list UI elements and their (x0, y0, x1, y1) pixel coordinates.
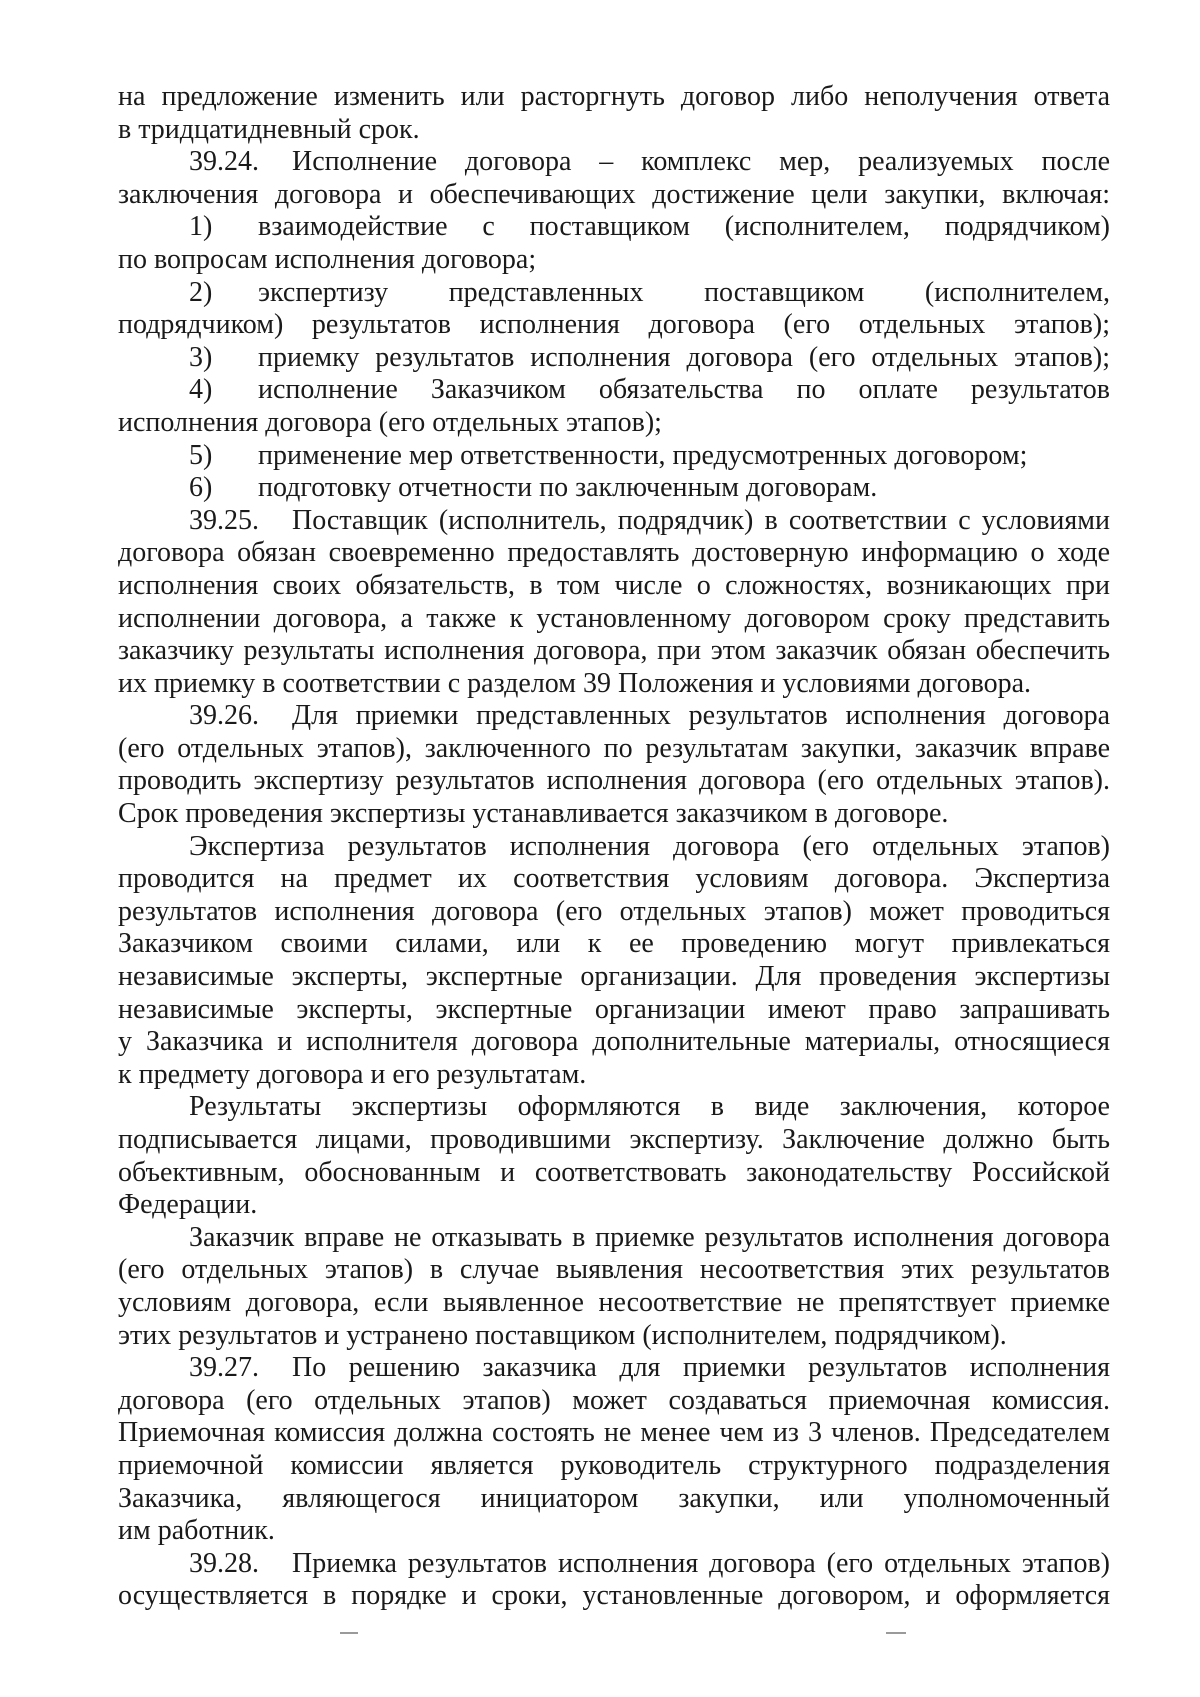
text-line: Срок проведения экспертизы устанавливается заказчиком в договоре. (118, 798, 949, 830)
item-number: 3) (189, 341, 213, 373)
item-text: исполнение Заказчиком обязательства по оплате результатов (258, 374, 1110, 406)
text-line: условиям договора, если выявленное несоответствие не препятствует приемке (118, 1286, 1110, 1318)
item-number: 1) (189, 211, 213, 243)
section-text: Поставщик (исполнитель, подрядчик) в соответствии с условиями (292, 504, 1110, 536)
text-line: заключения договора и обеспечивающих достижение цели закупки, включая: (118, 178, 1110, 210)
item-text: приемку результатов исполнения договора (его отдельных этапов); (258, 341, 1110, 373)
item-number: 5) (189, 439, 213, 471)
section-text: Исполнение договора – комплекс мер, реализуемых после (292, 146, 1110, 178)
text-line: независимые эксперты, экспертные организации имеют право запрашивать (118, 993, 1110, 1025)
list-item (118, 440, 1110, 473)
text-line: в тридцатидневный срок. (118, 113, 420, 145)
section-39-26 (118, 700, 1110, 733)
item-number: 2) (189, 276, 213, 308)
item-text: применение мер ответственности, предусмотренных договором; (258, 439, 1028, 471)
text-line: подрядчиком) результатов исполнения договора (его отдельных этапов); (118, 309, 1110, 341)
item-number: 6) (189, 472, 213, 504)
text-line: на предложение изменить или расторгнуть договор либо неполучения ответа (118, 81, 1110, 112)
text-line: Федерации. (118, 1189, 258, 1221)
item-text: взаимодействие с поставщиком (исполнителем, подрядчиком) (258, 211, 1110, 243)
list-item (118, 374, 1110, 407)
text-line: заказчику результаты исполнения договора, при этом заказчик обязан обеспечить (118, 635, 1110, 667)
text-line: проводится на предмет их соответствия условиям договора. Экспертиза (118, 863, 1110, 895)
text-line: договора (его отдельных этапов) может создаваться приемочная комиссия. (118, 1384, 1110, 1416)
text-line: Приемочная комиссия должна состоять не менее чем из 3 членов. Председателем (118, 1417, 1110, 1449)
list-item (118, 342, 1110, 375)
text-line: Заказчиком своими силами, или к ее проведению могут привлекаться (118, 928, 1110, 960)
section-text: Для приемки представленных результатов исполнения договора (292, 700, 1110, 732)
scan-speck (340, 1632, 358, 1634)
section-39-27 (118, 1352, 1110, 1385)
section-number: 39.24. (189, 146, 259, 178)
text-line: осуществляется в порядке и сроки, установленные договором, и оформляется (118, 1580, 1110, 1612)
text-line: подписывается лицами, проводившими экспертизу. Заключение должно быть (118, 1124, 1110, 1155)
section-number: 39.27. (189, 1352, 259, 1384)
section-39-25 (118, 505, 1110, 538)
text-line: Заказчик вправе не отказывать в приемке результатов исполнения договора (189, 1221, 1110, 1253)
scan-speck (886, 1632, 906, 1634)
text-line: их приемку в соответствии с разделом 39 Положения и условиями договора. (118, 667, 1032, 699)
item-number: 4) (189, 374, 213, 406)
text-line: объективным, обоснованным и соответствовать законодательству Российской (118, 1156, 1110, 1188)
text-line: исполнении договора, а также к установленному договором сроку представить (118, 602, 1110, 634)
section-text: Приемка результатов исполнения договора (его отдельных этапов) (292, 1547, 1110, 1579)
text-line: Экспертиза результатов исполнения договора (его отдельных этапов) (189, 830, 1110, 862)
text-line: по вопросам исполнения договора; (118, 243, 537, 275)
list-item (118, 472, 1110, 505)
section-text: По решению заказчика для приемки результатов исполнения (292, 1352, 1110, 1384)
text-line: Результаты экспертизы оформляются в виде заключения, которое (189, 1091, 1110, 1123)
section-number: 39.28. (189, 1547, 259, 1579)
text-line: к предмету договора и его результатам. (118, 1058, 587, 1090)
item-text: экспертизу представленных поставщиком (исполнителем, (258, 276, 1110, 308)
list-item (118, 277, 1110, 310)
document-page (118, 0, 1110, 1613)
text-line: Заказчика, являющегося инициатором закупки, или уполномоченный (118, 1482, 1110, 1514)
text-line: (его отдельных этапов), заключенного по результатам закупки, заказчик вправе (118, 732, 1110, 764)
section-39-28 (118, 1548, 1110, 1581)
text-line: исполнения своих обязательств, в том числе о сложностях, возникающих при (118, 569, 1110, 601)
text-line: договора обязан своевременно предоставлять достоверную информацию о ходе (118, 537, 1110, 569)
text-line: результатов исполнения договора (его отдельных этапов) может проводиться (118, 895, 1110, 927)
section-number: 39.25. (189, 504, 259, 536)
text-line: проводить экспертизу результатов исполнения договора (его отдельных этапов). (118, 765, 1110, 797)
text-line: им работник. (118, 1515, 275, 1547)
text-line: исполнения договора (его отдельных этапов); (118, 406, 662, 438)
text-line: у Заказчика и исполнителя договора дополнительные материалы, относящиеся (118, 1026, 1110, 1058)
item-text: подготовку отчетности по заключенным договорам. (258, 472, 878, 504)
text-line: приемочной комиссии является руководитель структурного подразделения (118, 1449, 1110, 1481)
text-line: (его отдельных этапов) в случае выявления несоответствия этих результатов (118, 1254, 1110, 1286)
text-line: этих результатов и устранено поставщиком (исполнителем, подрядчиком). (118, 1319, 1007, 1351)
text-line: независимые эксперты, экспертные организации. Для проведения экспертизы (118, 961, 1110, 993)
section-number: 39.26. (189, 700, 259, 732)
list-item (118, 211, 1110, 244)
section-39-24 (118, 146, 1110, 179)
